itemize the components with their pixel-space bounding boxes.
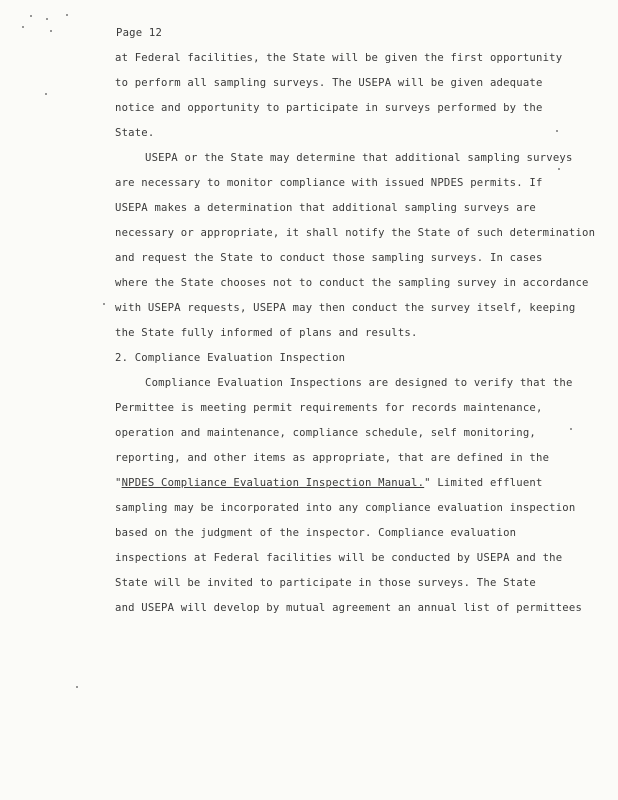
paragraph-start-line: USEPA or the State may determine that additional sampling surveys (145, 152, 573, 164)
scan-speck (570, 428, 572, 430)
scan-speck (45, 93, 47, 95)
body-line: at Federal facilities, the State will be given the first opportunity (115, 52, 563, 64)
page-number: Page 12 (116, 27, 163, 39)
body-line: to perform all sampling surveys. The USEPA will be given adequate (115, 77, 543, 89)
manual-title: NPDES Compliance Evaluation Inspection Manual. (121, 477, 425, 489)
body-line: with USEPA requests, USEPA may then conduct the survey itself, keeping (115, 302, 576, 314)
body-line: State will be invited to participate in those surveys. The State (115, 577, 536, 589)
scan-speck (30, 15, 32, 17)
body-line: inspections at Federal facilities will be conducted by USEPA and the (115, 552, 563, 564)
scan-speck (50, 30, 52, 32)
body-line: based on the judgment of the inspector. Compliance evaluation (115, 527, 517, 539)
body-line: where the State chooses not to conduct the sampling survey in accordance (115, 277, 589, 289)
body-line-tail: " Limited effluent (424, 477, 543, 489)
body-line: and USEPA will develop by mutual agreement an annual list of permittees (115, 602, 583, 614)
scan-speck (66, 14, 68, 16)
open-quote: " (115, 477, 122, 489)
body-line: reporting, and other items as appropriate, that are defined in the (115, 452, 550, 464)
body-line-with-title (115, 477, 543, 489)
scan-speck (76, 686, 78, 688)
scan-speck (22, 26, 24, 28)
section-heading: 2. Compliance Evaluation Inspection (115, 352, 346, 364)
body-line: Permittee is meeting permit requirements for records maintenance, (115, 402, 543, 414)
paragraph-start-line: Compliance Evaluation Inspections are designed to verify that the (145, 377, 573, 389)
body-line: USEPA makes a determination that additional sampling surveys are (115, 202, 536, 214)
body-line: State. (115, 127, 155, 139)
body-line: sampling may be incorporated into any compliance evaluation inspection (115, 502, 576, 514)
body-line: and request the State to conduct those sampling surveys. In cases (115, 252, 543, 264)
scan-speck (556, 130, 558, 132)
scan-speck (103, 303, 105, 305)
body-line: operation and maintenance, compliance schedule, self monitoring, (115, 427, 536, 439)
body-line: are necessary to monitor compliance with issued NPDES permits. If (115, 177, 543, 189)
scan-speck (558, 168, 560, 170)
body-line: necessary or appropriate, it shall notify the State of such determination (115, 227, 596, 239)
body-line: notice and opportunity to participate in surveys performed by the (115, 102, 543, 114)
body-line: the State fully informed of plans and results. (115, 327, 418, 339)
scan-speck (46, 18, 48, 20)
